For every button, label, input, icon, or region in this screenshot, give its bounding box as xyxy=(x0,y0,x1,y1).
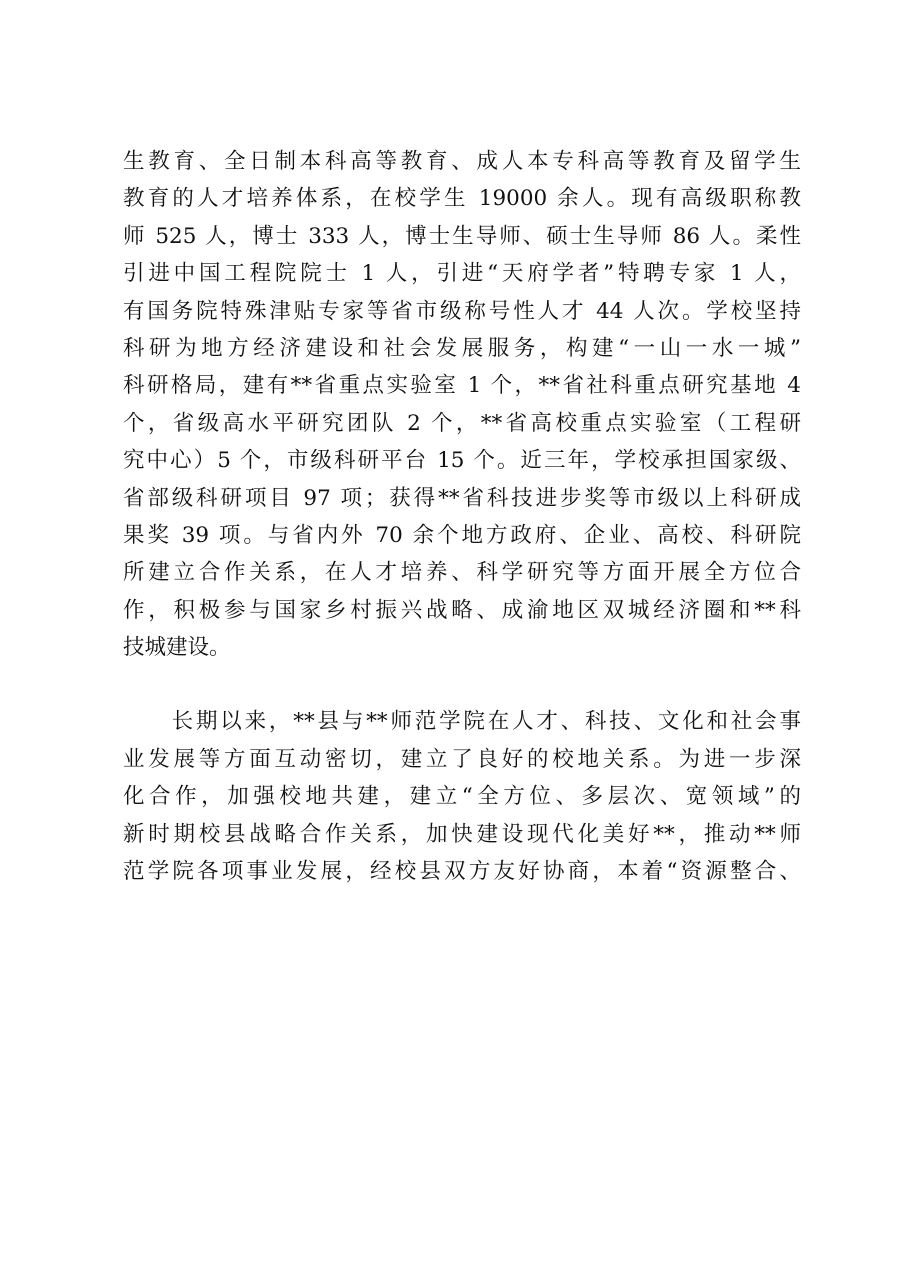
text-line: 技城建设。 xyxy=(123,635,231,661)
text-line: 新时期校县战略合作关系，加快建设现代化美好**，推动**师 xyxy=(123,821,801,847)
text-line: 个，省级高水平研究团队 2 个，**省高校重点实验室（工程研 xyxy=(123,410,801,436)
text-line: 业发展等方面互动密切，建立了良好的校地关系。为进一步深 xyxy=(123,746,801,772)
text-line: 化合作，加强校地共建，建立“全方位、多层次、宽领域”的 xyxy=(123,784,801,810)
text-line: 引进中国工程院院士 1 人，引进“天府学者”特聘专家 1 人， xyxy=(123,261,801,287)
text-line: 有国务院特殊津贴专家等省市级称号性人才 44 人次。学校坚持 xyxy=(123,298,801,324)
text-line: 究中心）5 个，市级科研平台 15 个。近三年，学校承担国家级、 xyxy=(123,448,801,474)
text-line: 生教育、全日制本科高等教育、成人本专科高等教育及留学生 xyxy=(123,149,801,174)
document-body xyxy=(123,143,801,890)
text-line: 师 525 人，博士 333 人，博士生导师、硕士生导师 86 人。柔性 xyxy=(123,223,801,249)
text-line: 所建立合作关系，在人才培养、科学研究等方面开展全方位合 xyxy=(123,560,801,586)
text-line: 科研格局，建有**省重点实验室 1 个，**省社科重点研究基地 4 xyxy=(123,373,801,399)
paragraph-2 xyxy=(123,703,801,890)
paragraph-1 xyxy=(123,143,801,666)
text-line: 省部级科研项目 97 项；获得**省科技进步奖等市级以上科研成 xyxy=(123,485,801,511)
text-line: 作，积极参与国家乡村振兴战略、成渝地区双城经济圈和**科 xyxy=(123,597,801,623)
text-line: 科研为地方经济建设和社会发展服务，构建“一山一水一城” xyxy=(123,335,801,361)
text-line: 长期以来，**县与**师范学院在人才、科技、文化和社会事 xyxy=(123,709,801,735)
text-line: 范学院各项事业发展，经校县双方友好协商，本着“资源整合、 xyxy=(123,859,801,885)
text-line: 教育的人才培养体系，在校学生 19000 余人。现有高级职称教 xyxy=(123,186,801,212)
text-line: 果奖 39 项。与省内外 70 余个地方政府、企业、高校、科研院 xyxy=(123,522,801,548)
paragraph-spacer xyxy=(123,666,801,703)
